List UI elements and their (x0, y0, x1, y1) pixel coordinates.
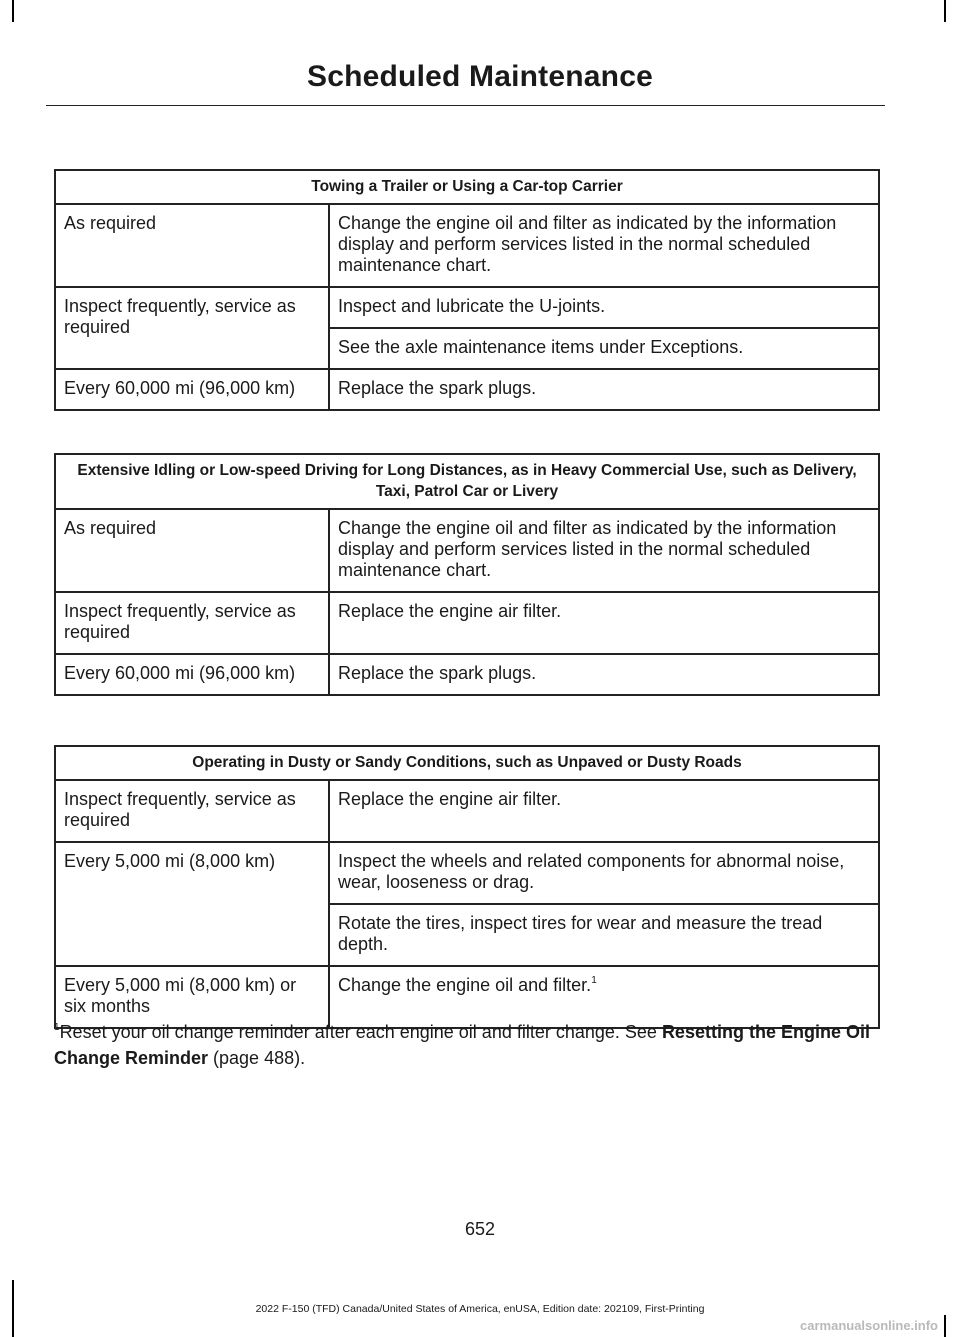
table-row (55, 509, 879, 592)
page-number: 652 (464, 1219, 496, 1239)
interval-cell: Every 5,000 mi (8,000 km) (55, 842, 329, 966)
footnote-text: Reset your oil change reminder after each engine oil and filter change. See (59, 1022, 662, 1042)
table-row (55, 780, 879, 842)
footnote-link[interactable]: Resetting the Engine Oil Change Reminder (54, 1022, 870, 1068)
table-row (55, 592, 879, 654)
crop-mark-bottom-right (944, 1315, 946, 1337)
interval-cell: Every 60,000 mi (96,000 km) (55, 654, 329, 695)
action-cell: Rotate the tires, inspect tires for wear and measure the tread depth. (329, 904, 879, 966)
towing-trailer-table (54, 169, 880, 411)
footnote-marker: 1 (54, 1022, 60, 1033)
action-cell: Change the engine oil and filter as indicated by the information display and perform services listed in the normal scheduled maintenance chart. (329, 509, 879, 592)
action-cell: Replace the engine air filter. (329, 592, 879, 654)
table-heading: Operating in Dusty or Sandy Conditions, such as Unpaved or Dusty Roads (55, 746, 879, 780)
action-cell: Inspect the wheels and related components for abnormal noise, wear, looseness or drag. (329, 842, 879, 904)
table-row (55, 654, 879, 695)
interval-cell: As required (55, 204, 329, 287)
edition-line: 2022 F-150 (TFD) Canada/United States of America, enUSA, Edition date: 202109, First-Printing (255, 1303, 705, 1315)
extensive-idling-table (54, 453, 880, 696)
action-cell: Inspect and lubricate the U-joints. (329, 287, 879, 328)
crop-mark-top-right (944, 0, 946, 22)
action-cell: See the axle maintenance items under Exceptions. (329, 328, 879, 369)
page-title: Scheduled Maintenance (307, 60, 653, 93)
table-row (55, 369, 879, 410)
watermark: carmanualsonline.info (800, 1318, 938, 1333)
dusty-conditions-table (54, 745, 880, 1029)
action-cell: Replace the engine air filter. (329, 780, 879, 842)
interval-cell: Inspect frequently, service as required (55, 287, 329, 369)
footnote-ref: 1 (591, 975, 597, 986)
table-row (55, 204, 879, 287)
interval-cell: Every 5,000 mi (8,000 km) or six months (55, 966, 329, 1028)
crop-mark-top-left (12, 0, 14, 22)
table-heading: Towing a Trailer or Using a Car-top Carrier (55, 170, 879, 204)
footnote (54, 1019, 878, 1071)
interval-cell: Every 60,000 mi (96,000 km) (55, 369, 329, 410)
table-row (55, 842, 879, 904)
title-divider (46, 105, 885, 106)
interval-cell: Inspect frequently, service as required (55, 780, 329, 842)
action-cell: Replace the spark plugs. (329, 654, 879, 695)
interval-cell: As required (55, 509, 329, 592)
action-cell: Replace the spark plugs. (329, 369, 879, 410)
table-heading: Extensive Idling or Low-speed Driving for Long Distances, as in Heavy Commercial Use, such as Delivery, Taxi, Patrol Car or Livery (55, 454, 879, 509)
interval-cell: Inspect frequently, service as required (55, 592, 329, 654)
footnote-page-ref: (page 488). (208, 1048, 306, 1068)
action-text: Change the engine oil and filter. (338, 975, 592, 995)
table-row (55, 287, 879, 328)
action-cell: Change the engine oil and filter as indicated by the information display and perform services listed in the normal scheduled maintenance chart. (329, 204, 879, 287)
